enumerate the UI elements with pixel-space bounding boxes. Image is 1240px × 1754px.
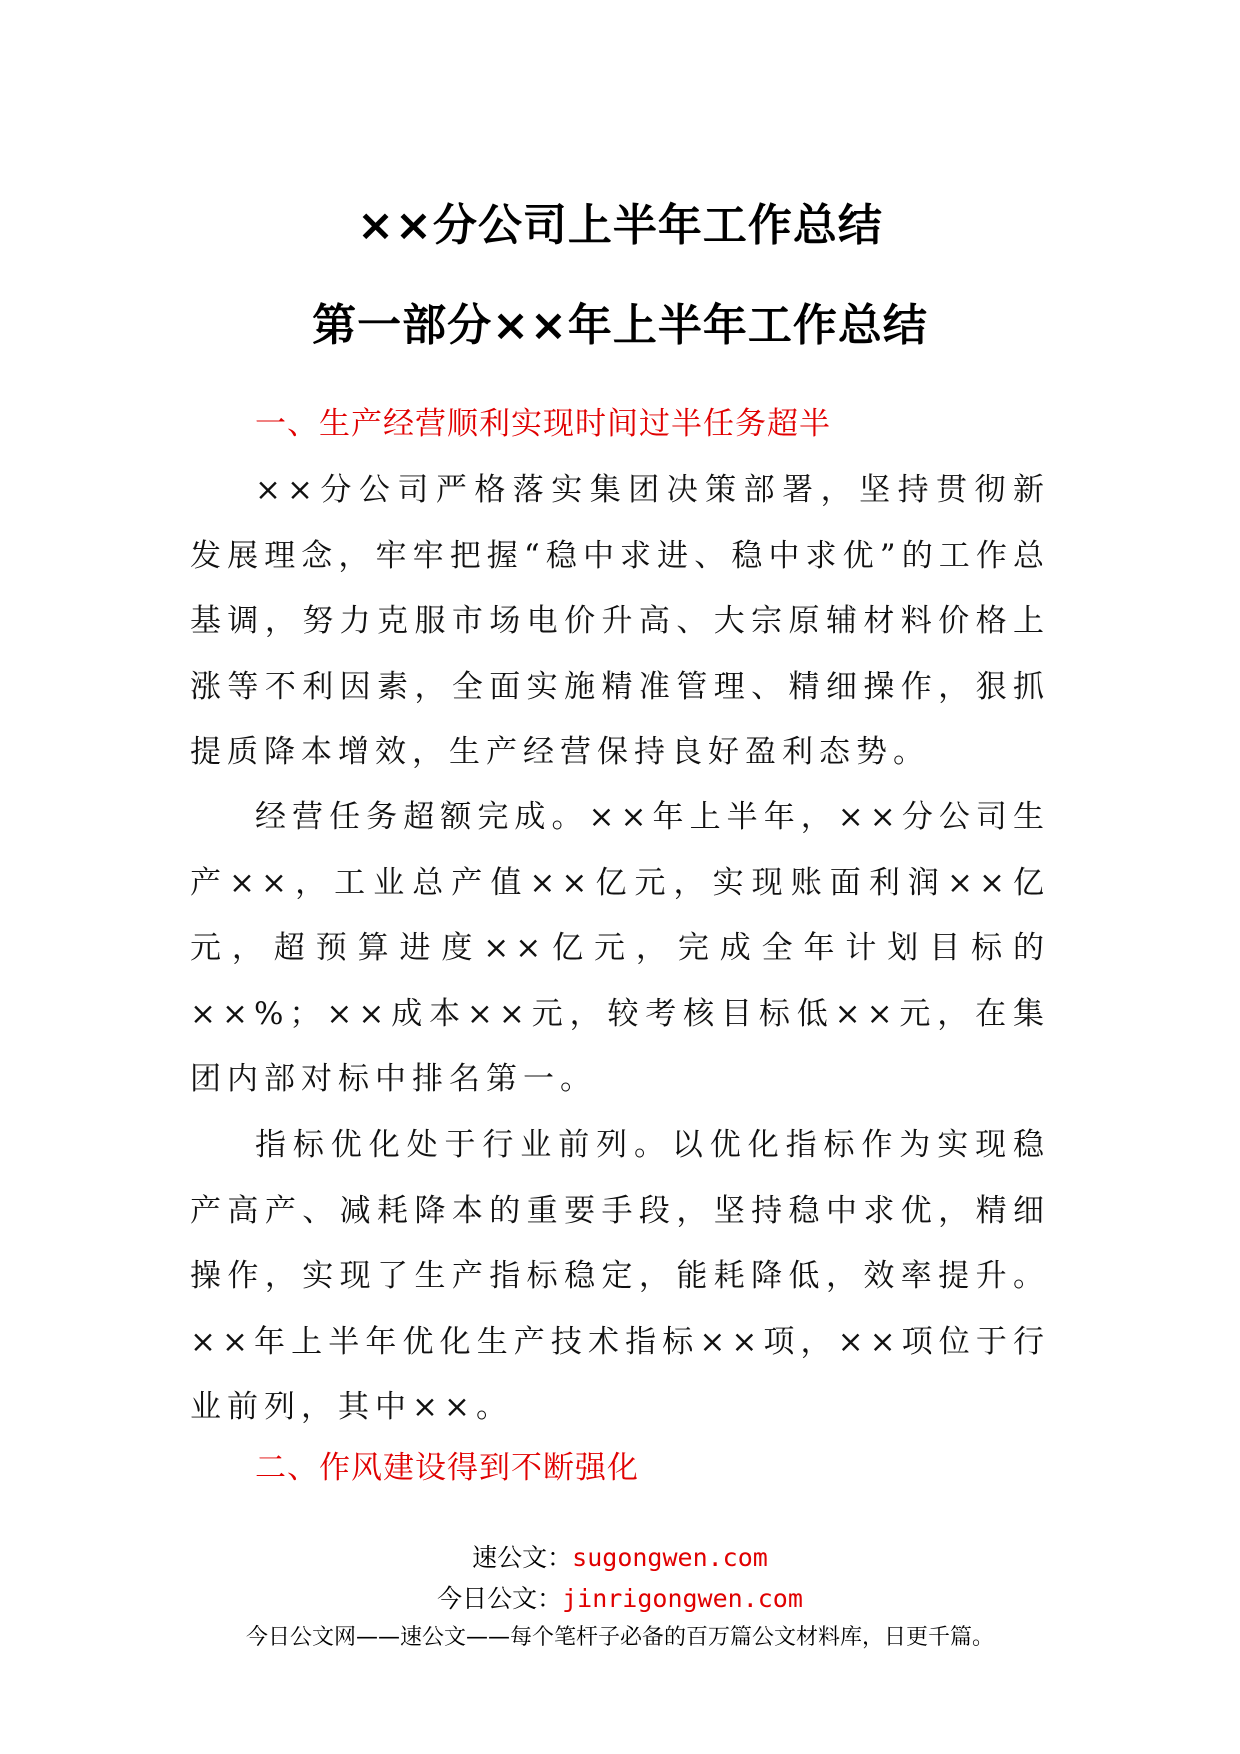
footer-site-2-url[interactable]: jinrigongwen.com bbox=[562, 1584, 803, 1613]
body-paragraph-3: 指标优化处于行业前列。以优化指标作为实现稳产高产、减耗降本的重要手段，坚持稳中求优，精细操作，实现了生产指标稳定，能耗降低，效率提升。××年上半年优化生产技术指标××项，××项位于行业前列，其中××。 bbox=[190, 1127, 1050, 1425]
footer-tagline: 今日公文网——速公文——每个笔杆子必备的百万篇公文材料库，日更千篇。 bbox=[245, 1625, 994, 1650]
section-heading-2: 二、作风建设得到不断强化 bbox=[255, 1450, 639, 1486]
footer-site-1 bbox=[0, 1541, 1240, 1575]
document-subtitle: 第一部分××年上半年工作总结 bbox=[312, 300, 928, 351]
body-paragraph-2: 经营任务超额完成。××年上半年，××分公司生产××，工业总产值××亿元，实现账面利润××亿元，超预算进度××亿元，完成全年计划目标的××%；××成本××元，较考核目标低××元，在集团内部对标中排名第一。 bbox=[190, 799, 1050, 1097]
footer-site-2 bbox=[0, 1582, 1240, 1616]
footer-site-1-label: 速公文： bbox=[472, 1543, 573, 1572]
document-title: ××分公司上半年工作总结 bbox=[357, 200, 883, 251]
section-heading-1: 一、生产经营顺利实现时间过半任务超半 bbox=[255, 406, 831, 442]
footer-site-2-label: 今日公文： bbox=[437, 1584, 563, 1613]
footer-site-1-url[interactable]: sugongwen.com bbox=[572, 1543, 768, 1572]
body-paragraph-1: ××分公司严格落实集团决策部署，坚持贯彻新发展理念，牢牢把握“稳中求进、稳中求优”的工作总基调，努力克服市场电价升高、大宗原辅材料价格上涨等不利因素，全面实施精准管理、精细操作，狠抓提质降本增效，生产经营保持良好盈利态势。 bbox=[190, 472, 1050, 770]
